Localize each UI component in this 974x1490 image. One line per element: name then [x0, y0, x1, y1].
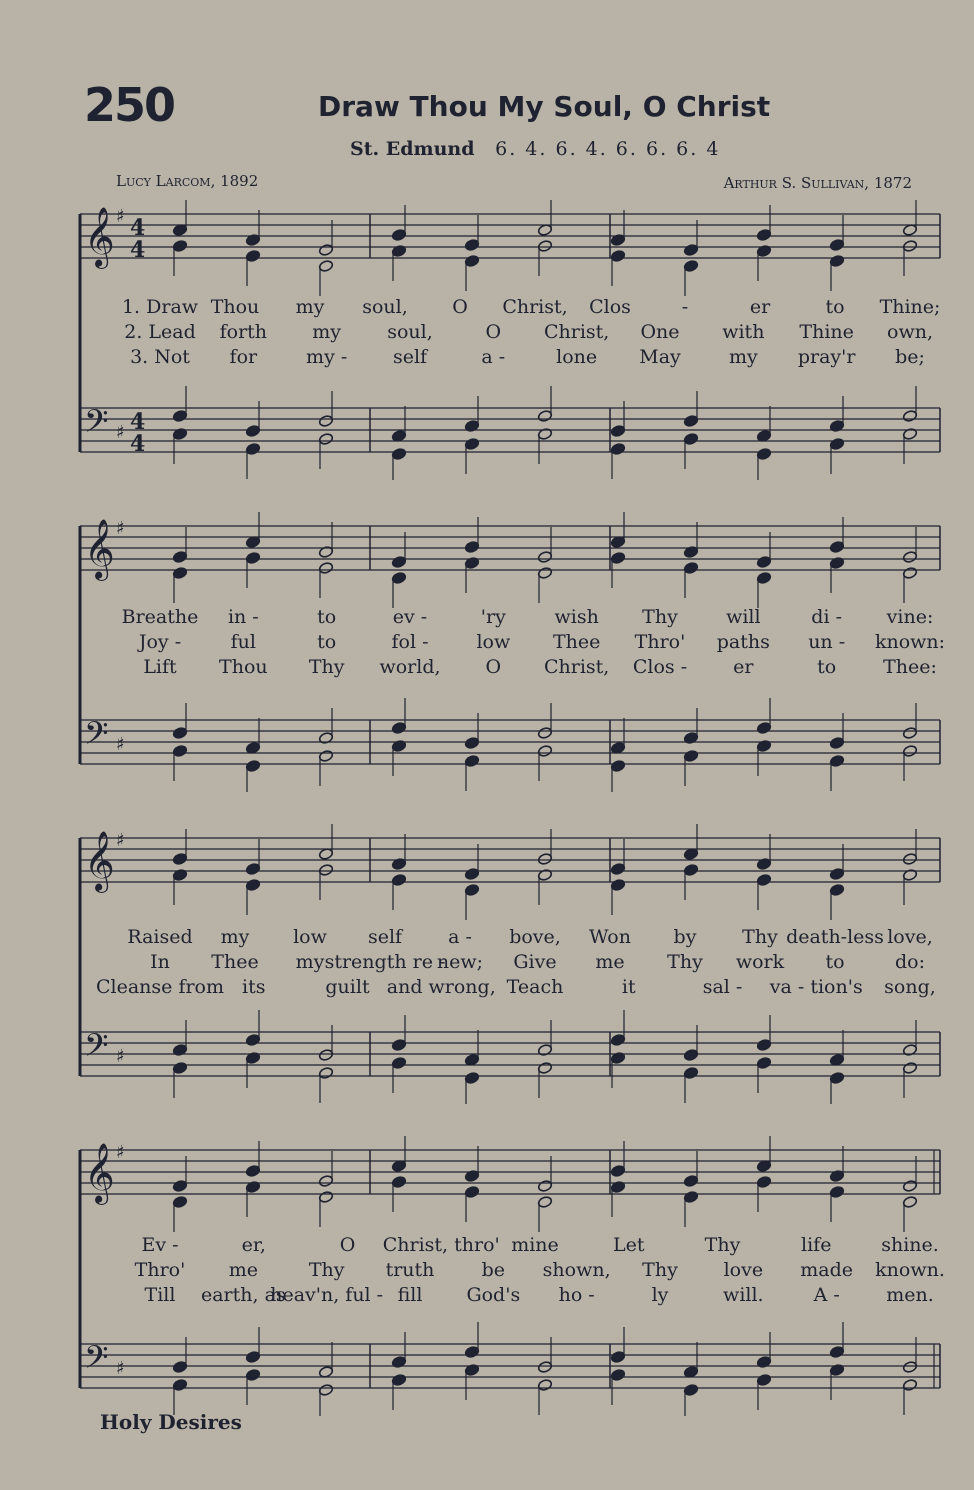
note-head: [172, 1196, 187, 1209]
lyric-syllable: my: [220, 926, 250, 948]
lyric-syllable: God's: [466, 1284, 521, 1306]
lyric-syllable: will.: [723, 1284, 764, 1306]
lyric-syllable: truth: [385, 1259, 435, 1281]
note-head: [245, 443, 260, 456]
lyric-syllable: heav'n, ful -: [270, 1284, 384, 1306]
note-head: [610, 879, 625, 892]
lyric-syllable: made: [800, 1259, 854, 1281]
note-head: [172, 853, 187, 866]
lyric-syllable: di -: [811, 606, 843, 628]
lyric-syllable: O: [339, 1234, 356, 1256]
note-head: [464, 868, 479, 881]
lyric-syllable: Thro': [634, 631, 686, 653]
note-head: [610, 250, 625, 263]
composer-credit: Arthur S. Sullivan, 1872: [723, 174, 912, 192]
note-head: [245, 879, 260, 892]
note-head: [172, 240, 187, 253]
lyric-syllable: un -: [808, 631, 846, 653]
note-head: [902, 1180, 917, 1193]
note-head: [537, 1361, 552, 1374]
lyric-syllable: low: [476, 631, 511, 653]
note-head: [537, 727, 552, 740]
note-head: [318, 244, 333, 257]
lyric-syllable: for: [229, 346, 258, 368]
note-head: [464, 884, 479, 897]
note-head: [829, 1186, 844, 1199]
lyric-syllable: known:: [874, 631, 946, 653]
note-head: [537, 1379, 552, 1392]
lyric-syllable: by: [673, 926, 697, 948]
lyric-syllable: to: [817, 656, 837, 678]
note-head: [683, 1384, 698, 1397]
note-head: [537, 745, 552, 758]
note-head: [464, 755, 479, 768]
treble-clef-icon: 𝄞: [84, 207, 115, 267]
lyric-syllable: Thee: [211, 951, 259, 973]
lyric-syllable: known.: [875, 1259, 945, 1281]
note-head: [610, 1369, 625, 1382]
note-head: [391, 722, 406, 735]
note-head: [829, 1346, 844, 1359]
lyric-syllable: self: [367, 926, 403, 948]
lyric-syllable: life: [801, 1234, 832, 1256]
lyric-syllable: its: [242, 976, 266, 998]
note-head: [756, 874, 771, 887]
note-head: [172, 1062, 187, 1075]
hymn-number: 250: [84, 78, 175, 132]
note-head: [683, 260, 698, 273]
lyric-syllable: death-less: [786, 926, 884, 948]
note-head: [829, 239, 844, 252]
lyric-syllable: wish: [554, 606, 599, 628]
note-head: [245, 863, 260, 876]
note-head: [391, 1374, 406, 1387]
bass-clef-icon: 𝄢: [84, 403, 109, 447]
note-head: [537, 567, 552, 580]
lyric-syllable: new;: [436, 951, 484, 973]
lyric-syllable: Thou: [210, 296, 260, 318]
lyric-syllable: er: [733, 656, 754, 678]
lyric-syllable: Thee:: [883, 656, 937, 678]
note-head: [902, 1361, 917, 1374]
note-head: [610, 1165, 625, 1178]
note-head: [172, 551, 187, 564]
note-head: [902, 1196, 917, 1209]
sharp-icon: ♯: [116, 422, 125, 443]
lyric-syllable: love,: [887, 926, 933, 948]
note-head: [318, 1067, 333, 1080]
lyric-syllable: 2. Lead: [124, 321, 196, 343]
note-head: [172, 410, 187, 423]
treble-clef-icon: 𝄞: [84, 1143, 115, 1203]
note-head: [391, 556, 406, 569]
lyric-syllable: my: [312, 321, 342, 343]
note-head: [537, 1180, 552, 1193]
note-head: [391, 1039, 406, 1052]
note-head: [318, 1384, 333, 1397]
note-head: [391, 572, 406, 585]
lyric-syllable: May: [639, 346, 681, 368]
note-head: [756, 572, 771, 585]
lyric-syllable: sal -: [702, 976, 743, 998]
lyric-syllable: do:: [894, 951, 926, 973]
meter: 6. 4. 6. 4. 6. 6. 6. 4: [495, 138, 721, 160]
lyric-syllable: Let: [613, 1234, 645, 1256]
note-head: [464, 541, 479, 554]
lyric-syllable: Thy: [667, 951, 703, 973]
sharp-icon: ♯: [116, 1142, 125, 1163]
lyric-syllable: Thro': [134, 1259, 186, 1281]
lyric-syllable: own,: [887, 321, 933, 343]
lyric-syllable: Thy: [308, 656, 345, 678]
lyric-syllable: Clos -: [632, 656, 688, 678]
note-head: [537, 1062, 552, 1075]
lyric-syllable: self: [392, 346, 428, 368]
lyric-syllable: Clos: [589, 296, 631, 318]
note-head: [683, 1191, 698, 1204]
lyric-syllable: guilt: [325, 976, 370, 998]
lyric-syllable: fill: [397, 1284, 423, 1306]
lyric-syllable: my -: [306, 346, 348, 368]
note-head: [829, 755, 844, 768]
note-head: [391, 874, 406, 887]
note-head: [683, 415, 698, 428]
note-head: [537, 1196, 552, 1209]
note-head: [902, 1379, 917, 1392]
note-head: [610, 1034, 625, 1047]
note-head: [464, 239, 479, 252]
lyric-syllable: low: [293, 926, 327, 948]
sharp-icon: ♯: [116, 830, 125, 851]
note-head: [464, 438, 479, 451]
note-head: [610, 760, 625, 773]
note-head: [683, 1067, 698, 1080]
author-credit: Lucy Larcom, 1892: [116, 172, 259, 190]
lyric-syllable: Christ,: [502, 296, 568, 318]
note-head: [902, 240, 917, 253]
note-head: [391, 229, 406, 242]
section-label: Holy Desires: [100, 1410, 242, 1434]
lyric-syllable: my: [295, 296, 325, 318]
tune-line: [350, 138, 720, 160]
note-head: [610, 863, 625, 876]
note-head: [902, 727, 917, 740]
note-head: [172, 567, 187, 580]
note-head: [245, 1034, 260, 1047]
note-head: [829, 1072, 844, 1085]
note-head: [318, 750, 333, 763]
lyric-syllable: One: [640, 321, 680, 343]
note-head: [756, 556, 771, 569]
treble-clef-icon: 𝄞: [84, 519, 115, 579]
lyric-syllable: and wrong,: [386, 976, 496, 998]
lyric-syllable: er,: [241, 1234, 266, 1256]
bass-clef-icon: 𝄢: [84, 715, 109, 759]
lyric-syllable: Joy -: [138, 631, 182, 653]
note-head: [829, 868, 844, 881]
note-head: [829, 438, 844, 451]
lyric-syllable: forth: [219, 321, 268, 343]
lyric-syllable: a -: [448, 926, 472, 948]
lyric-syllable: Thy: [308, 1259, 345, 1281]
time-signature: 4: [130, 409, 146, 435]
lyric-syllable: Ev -: [141, 1234, 179, 1256]
note-head: [245, 760, 260, 773]
note-head: [537, 410, 552, 423]
note-head: [829, 737, 844, 750]
lyric-syllable: Christ,: [543, 656, 610, 678]
note-head: [245, 425, 260, 438]
note-head: [172, 1361, 187, 1374]
note-head: [464, 1072, 479, 1085]
note-head: [683, 244, 698, 257]
lyric-syllable: be: [481, 1259, 506, 1281]
note-head: [683, 1049, 698, 1062]
music-system-3: [70, 824, 950, 1104]
note-head: [829, 884, 844, 897]
lyric-syllable: shine.: [881, 1234, 939, 1256]
note-head: [318, 1191, 333, 1204]
lyric-syllable: va - tion's: [769, 976, 863, 998]
note-head: [172, 1180, 187, 1193]
note-head: [683, 750, 698, 763]
lyric-syllable: Till: [144, 1284, 176, 1306]
lyric-syllable: Christ, thro': [382, 1234, 500, 1256]
note-head: [829, 255, 844, 268]
note-head: [902, 551, 917, 564]
lyric-syllable: love: [723, 1259, 764, 1281]
note-head: [537, 853, 552, 866]
lyric-syllable: Christ,: [543, 321, 610, 343]
lyric-syllable: In: [150, 951, 170, 973]
lyric-syllable: strength re -: [324, 951, 446, 973]
lyric-syllable: O: [485, 656, 502, 678]
lyric-syllable: O: [485, 321, 502, 343]
note-head: [756, 1039, 771, 1052]
lyric-syllable: men.: [886, 1284, 934, 1306]
lyric-syllable: Thy: [642, 1259, 678, 1281]
sharp-icon: ♯: [116, 518, 125, 539]
note-head: [829, 541, 844, 554]
lyric-syllable: it: [621, 976, 636, 998]
sharp-icon: ♯: [116, 1046, 125, 1067]
lyric-syllable: Lift: [143, 656, 177, 678]
lyric-syllable: a -: [481, 346, 506, 368]
sharp-icon: ♯: [116, 206, 125, 227]
tune-name: St. Edmund: [350, 138, 475, 160]
lyric-syllable: -: [681, 296, 689, 318]
lyric-syllable: soul,: [362, 296, 408, 318]
treble-clef-icon: 𝄞: [84, 831, 115, 891]
lyric-syllable: 1. Draw: [121, 296, 199, 318]
note-head: [245, 552, 260, 565]
lyric-syllable: vine:: [886, 606, 934, 628]
lyric-syllable: paths: [716, 631, 770, 653]
lyric-syllable: er: [749, 296, 771, 318]
note-head: [610, 1351, 625, 1364]
note-head: [756, 1057, 771, 1070]
note-head: [610, 425, 625, 438]
bass-clef-icon: 𝄢: [84, 1339, 109, 1383]
lyric-syllable: to: [317, 606, 337, 628]
lyric-syllable: world,: [379, 656, 441, 678]
lyric-syllable: O: [452, 296, 468, 318]
note-head: [318, 864, 333, 877]
lyric-syllable: song,: [884, 976, 936, 998]
note-head: [756, 722, 771, 735]
lyric-syllable: ev -: [392, 606, 428, 628]
note-head: [756, 229, 771, 242]
lyric-syllable: Thy: [742, 926, 778, 948]
lyric-syllable: 3. Not: [130, 346, 190, 368]
lyric-syllable: Thou: [219, 656, 268, 678]
lyric-syllable: in -: [227, 606, 259, 628]
lyric-syllable: ful: [230, 631, 257, 653]
note-head: [391, 1176, 406, 1189]
lyric-syllable: with: [722, 321, 765, 343]
note-head: [610, 443, 625, 456]
sharp-icon: ♯: [116, 1358, 125, 1379]
lyric-syllable: Cleanse from: [95, 976, 225, 998]
note-head: [245, 250, 260, 263]
lyric-syllable: work: [735, 951, 785, 973]
note-head: [464, 737, 479, 750]
note-head: [318, 260, 333, 273]
note-head: [902, 853, 917, 866]
note-head: [464, 255, 479, 268]
note-head: [610, 552, 625, 565]
lyric-syllable: Thy: [704, 1234, 741, 1256]
note-head: [683, 1175, 698, 1188]
note-head: [537, 551, 552, 564]
note-head: [902, 410, 917, 423]
lyric-syllable: 'ry: [480, 606, 506, 628]
lyric-syllable: be;: [895, 346, 925, 368]
lyric-syllable: my: [728, 346, 758, 368]
note-head: [245, 1165, 260, 1178]
lyric-syllable: my: [295, 951, 325, 973]
lyric-syllable: Thy: [642, 606, 678, 628]
lyric-syllable: to: [825, 951, 845, 973]
note-head: [391, 448, 406, 461]
note-head: [464, 1186, 479, 1199]
note-head: [318, 562, 333, 575]
lyric-syllable: ly: [651, 1284, 669, 1306]
lyric-syllable: A -: [813, 1284, 840, 1306]
lyric-syllable: pray'r: [797, 346, 856, 368]
lyric-syllable: shown,: [542, 1259, 611, 1281]
note-head: [172, 745, 187, 758]
time-signature: 4: [130, 215, 146, 241]
lyric-syllable: will: [726, 606, 761, 628]
lyric-syllable: Thine;: [879, 296, 941, 318]
note-head: [756, 448, 771, 461]
lyric-syllable: Thine: [799, 321, 854, 343]
note-head: [902, 567, 917, 580]
note-head: [902, 745, 917, 758]
lyric-syllable: Thee: [552, 631, 601, 653]
note-head: [318, 1049, 333, 1062]
lyric-syllable: Won: [589, 926, 631, 948]
lyric-syllable: Breathe: [121, 606, 199, 628]
lyric-syllable: fol -: [391, 631, 429, 653]
note-head: [245, 1369, 260, 1382]
lyric-syllable: ho -: [558, 1284, 595, 1306]
sharp-icon: ♯: [116, 734, 125, 755]
lyric-syllable: to: [317, 631, 337, 653]
bass-clef-icon: 𝄢: [84, 1027, 109, 1071]
note-head: [683, 433, 698, 446]
time-signature: 4: [130, 431, 146, 457]
lyric-syllable: earth, as: [200, 1284, 286, 1306]
lyric-syllable: soul,: [387, 321, 433, 343]
note-head: [318, 1175, 333, 1188]
note-head: [464, 1346, 479, 1359]
lyric-syllable: Raised: [127, 926, 193, 948]
lyric-syllable: me: [595, 951, 625, 973]
note-head: [537, 240, 552, 253]
note-head: [318, 433, 333, 446]
note-head: [683, 864, 698, 877]
note-head: [318, 415, 333, 428]
note-head: [683, 562, 698, 575]
lyric-syllable: Teach: [506, 976, 564, 998]
note-head: [245, 1351, 260, 1364]
note-head: [172, 727, 187, 740]
lyric-syllable: Give: [513, 951, 557, 973]
note-head: [756, 1176, 771, 1189]
time-signature: 4: [130, 237, 146, 263]
note-head: [902, 1062, 917, 1075]
lyric-syllable: to: [825, 296, 845, 318]
note-head: [391, 1057, 406, 1070]
note-head: [172, 1379, 187, 1392]
lyric-syllable: mine: [511, 1234, 559, 1256]
note-head: [756, 1374, 771, 1387]
lyric-syllable: bove,: [509, 926, 561, 948]
lyric-syllable: lone: [556, 346, 598, 368]
hymn-title: Draw Thou My Soul, O Christ: [318, 90, 771, 123]
lyric-syllable: me: [228, 1259, 258, 1281]
